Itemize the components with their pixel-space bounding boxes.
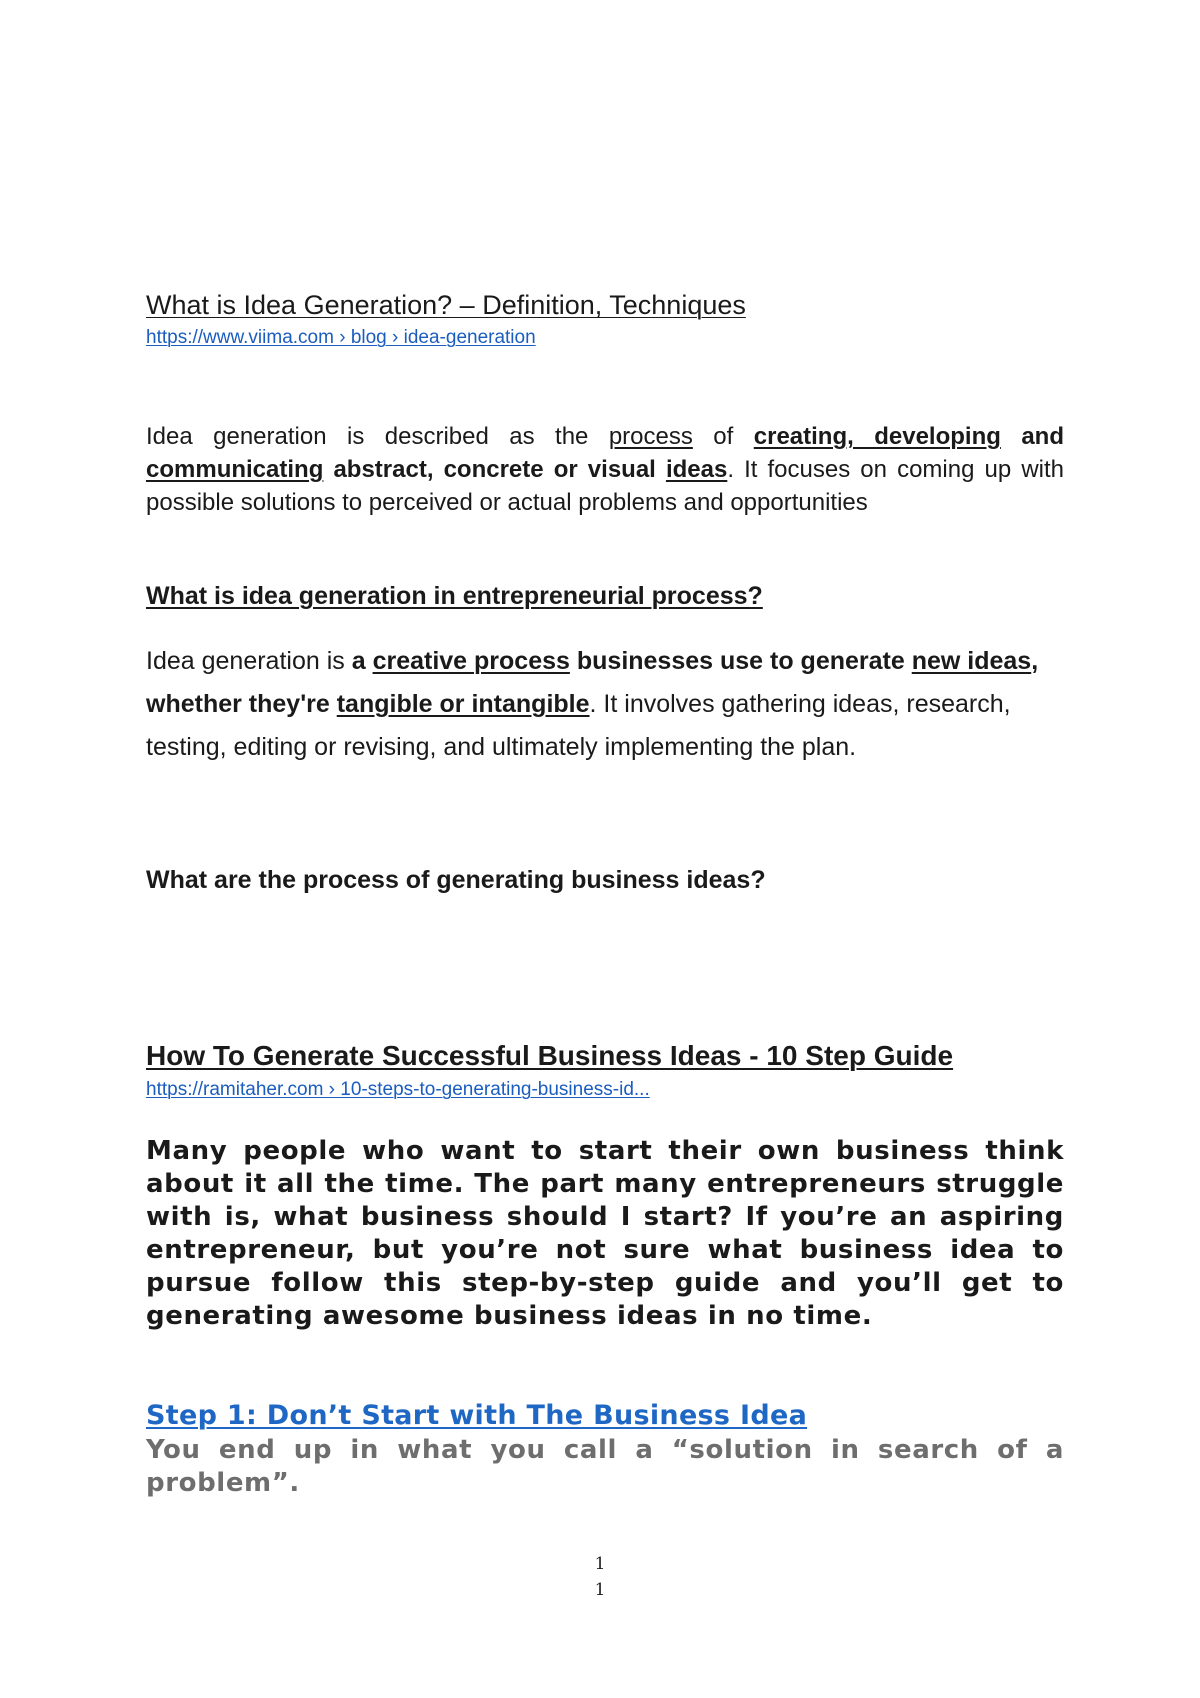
heading-process-generating-ideas: What are the process of generating business ideas?	[146, 866, 766, 894]
page-number: 1	[594, 1580, 606, 1600]
link-communicating[interactable]: communicating	[146, 456, 324, 483]
link-process[interactable]: process	[608, 423, 693, 450]
link-creating-developing[interactable]: creating, developing	[753, 423, 1001, 450]
page-number: 1	[594, 1554, 606, 1574]
text-span: . It focuses on coming up with possible solutions to perceived or actual problems and opportunities	[146, 456, 1064, 516]
article-title-business-ideas-guide: How To Generate Successful Business Ideas - 10 Step Guide	[146, 1040, 954, 1071]
link-tangible-intangible[interactable]: tangible or intangible	[336, 690, 590, 718]
link-new-ideas[interactable]: new ideas	[911, 647, 1032, 675]
paragraph-step1-text: You end up in what you call a “solution in search of a problem”.	[146, 1435, 1064, 1498]
link-creative-process[interactable]: creative process	[372, 647, 570, 675]
text-span: , whether they're	[146, 647, 1039, 718]
article-title-idea-generation: What is Idea Generation? – Definition, Techniques	[146, 290, 746, 320]
paragraph-creative-process	[146, 640, 1064, 769]
source-url-viima[interactable]: https://www.viima.com › blog › idea-generation	[146, 327, 536, 348]
heading-entrepreneurial-process: What is idea generation in entrepreneurial process?	[146, 582, 763, 610]
text-span: Idea generation is	[146, 647, 352, 675]
text-span: . It involves gathering ideas, research, testing, editing or revising, and ultimately implementing the plan.	[146, 690, 1011, 761]
paragraph-idea-generation-definition	[146, 420, 1064, 519]
text-span: a	[351, 647, 373, 675]
text-span: Idea generation is described as the	[146, 423, 609, 450]
paragraph-many-people: Many people who want to start their own business think about it all the time. The part many entrepreneurs struggle with is, what business should I start? If you’re an aspiring entrepreneur, but you’re not sure what business idea to pursue follow this step-by-step guide and you’ll get to generating awesome business ideas in no time.	[146, 1136, 1064, 1331]
text-span: abstract, concrete or visual	[323, 456, 666, 483]
step1-heading-link[interactable]: Step 1: Don’t Start with The Business Idea	[146, 1400, 808, 1431]
text-span: of	[692, 423, 754, 450]
text-span: businesses use to generate	[569, 647, 912, 675]
text-span: and	[1000, 423, 1064, 450]
link-ideas[interactable]: ideas	[665, 456, 728, 483]
source-url-ramitaher[interactable]: https://ramitaher.com › 10-steps-to-generating-business-id...	[146, 1079, 650, 1100]
